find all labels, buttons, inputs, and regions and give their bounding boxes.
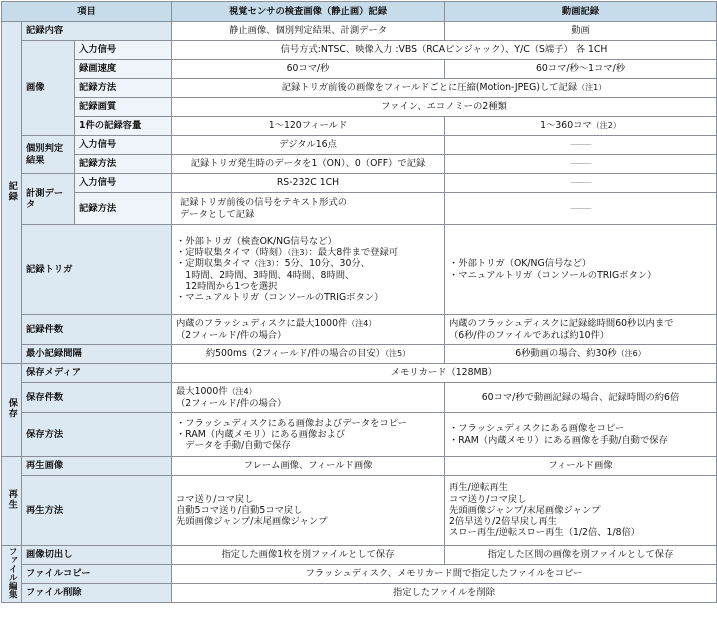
note-6: （注6） — [616, 349, 646, 359]
trigger-still-line-6: 12時間から1つを選択 — [176, 280, 278, 292]
header-still: 視覚センサの検査画像（静止画）記録 — [172, 2, 445, 22]
note-5: （注5） — [385, 349, 411, 359]
label-measure: 計測データ — [22, 174, 75, 225]
header-video: 動画記録 — [445, 2, 717, 22]
image-capacity-video: 1～360コマ（注2） — [445, 117, 717, 136]
content-video: 動画 — [445, 22, 717, 41]
content-still: 静止画像、個別判定結果、計測データ — [172, 22, 445, 41]
measure-method-still: 記録トリガ前後の信号をテキスト形式の データとして記録 — [172, 193, 445, 225]
trigger-still-line-3: ・定期収集タイマ（注3）：5分、10分、30分、 — [176, 258, 370, 270]
row-image-capacity — [2, 117, 717, 136]
label-judge: 個別判定結果 — [22, 136, 75, 174]
label-play-image: 再生画像 — [22, 457, 172, 476]
row-measure-input — [2, 174, 717, 193]
trigger-still-line-1: ・定時収集タイマ（時刻）（注3）：最大8件まで登録可 — [176, 246, 399, 258]
delete-both: 指定したファイルを削除 — [172, 584, 717, 603]
row-save-method — [2, 413, 717, 457]
label-save-method: 保存方法 — [22, 413, 172, 457]
row-trigger — [2, 225, 717, 315]
label-trigger: 記録トリガ — [22, 225, 172, 315]
image-method-both: 記録トリガ前後の画像をフィールドごとに圧縮(Motion-JPEG)して記録（注1） — [172, 79, 717, 98]
count-video: 内蔵のフラッシュディスクに記録総時間60秒以内まで （6秒/件のファイルであれば約10件） — [445, 315, 717, 345]
row-count — [2, 315, 717, 345]
category-file: ファイル編集 — [2, 546, 22, 603]
image-quality-both: ファイン、エコノミーの2種類 — [172, 98, 717, 117]
label-measure-input: 入力信号 — [75, 174, 172, 193]
header-row — [2, 2, 717, 22]
judge-input-video: ―――― — [445, 136, 717, 155]
trigger-video-line-0: ・外部トリガ（OK/NG信号など） — [449, 258, 592, 270]
note-1: （注1） — [577, 83, 607, 93]
label-content: 記録内容 — [22, 22, 172, 41]
label-cut: 画像切出し — [22, 546, 172, 565]
row-image-quality — [2, 98, 717, 117]
row-cut — [2, 546, 717, 565]
count-still: 内蔵のフラッシュディスクに最大1000件（注4） （2フィールド/件の場合） — [172, 315, 445, 345]
note-3b: （注3） — [250, 259, 276, 269]
note-4b: （注4） — [227, 387, 257, 397]
category-save: 保存 — [2, 364, 22, 457]
trigger-video — [445, 225, 717, 315]
copy-both: フラッシュディスク、メモリカード間で指定したファイルをコピー — [172, 565, 717, 584]
trigger-still-line-7: ・マニュアルトリガ（コンソールのTRIGボタン） — [176, 292, 384, 304]
label-image-input: 入力信号 — [75, 41, 172, 60]
label-count: 記録件数 — [22, 315, 172, 345]
interval-video: 6秒動画の場合、約30秒（注6） — [445, 345, 717, 364]
label-save-count: 保存件数 — [22, 383, 172, 413]
judge-input-still: デジタル16点 — [172, 136, 445, 155]
row-save-count — [2, 383, 717, 413]
label-image-speed: 録画速度 — [75, 60, 172, 79]
label-play-method: 再生方法 — [22, 476, 172, 546]
row-play-method — [2, 476, 717, 546]
image-speed-still: 60コマ/秒 — [172, 60, 445, 79]
category-record: 記録 — [2, 22, 22, 364]
row-delete — [2, 584, 717, 603]
image-input-both: 信号方式:NTSC、映像入力 :VBS（RCAピンジャック）、Y/C（S端子） 各 1CH — [172, 41, 717, 60]
measure-input-video: ―――― — [445, 174, 717, 193]
media-both: メモリカード（128MB） — [172, 364, 717, 383]
save-method-still: ・フラッシュディスクにある画像およびデータをコピー ・RAM（内蔵メモリ）にある画像および データを手動/自動で保存 — [172, 413, 445, 457]
measure-method-video: ―――― — [445, 193, 717, 225]
header-item: 項目 — [2, 2, 172, 22]
interval-still: 約500ms（2フィールド/件の場合の目安）（注5） — [172, 345, 445, 364]
row-image-speed — [2, 60, 717, 79]
note-3a: （注3） — [287, 247, 309, 257]
row-play-image — [2, 457, 717, 476]
measure-input-still: RS-232C 1CH — [172, 174, 445, 193]
row-interval — [2, 345, 717, 364]
spec-table — [1, 1, 717, 603]
play-method-video: 再生/逆転再生 コマ送り/コマ戻し 先頭画像ジャンプ/末尾画像ジャンプ 2倍早送り/2倍早戻し再生 スロー再生/逆転スロー再生（1/2倍、1/8倍） — [445, 476, 717, 546]
row-content — [2, 22, 717, 41]
note-2: （注2） — [591, 121, 621, 131]
save-count-video: 60コマ/秒で動画記録の場合、記録時間の約6倍 — [445, 383, 717, 413]
trigger-still-line-0: ・外部トリガ（検査OK/NG信号など） — [176, 235, 337, 247]
judge-method-video: ―――― — [445, 155, 717, 174]
save-count-still: 最大1000件（注4） （2フィールド/件の場合） — [172, 383, 445, 413]
label-measure-method: 記録方法 — [75, 193, 172, 225]
row-image-method — [2, 79, 717, 98]
row-judge-method — [2, 155, 717, 174]
label-image-method: 記録方法 — [75, 79, 172, 98]
label-judge-method: 記録方法 — [75, 155, 172, 174]
row-measure-method — [2, 193, 717, 225]
label-image-capacity: 1件の記録容量 — [75, 117, 172, 136]
row-image-input — [2, 41, 717, 60]
row-copy — [2, 565, 717, 584]
note-4a: （注4） — [347, 319, 377, 329]
row-media — [2, 364, 717, 383]
label-image-quality: 記録画質 — [75, 98, 172, 117]
image-capacity-still: 1～120フィールド — [172, 117, 445, 136]
play-image-still: フレーム画像、フィールド画像 — [172, 457, 445, 476]
row-judge-input — [2, 136, 717, 155]
trigger-video-line-1: ・マニュアルトリガ（コンソールのTRIGボタン） — [449, 269, 657, 281]
trigger-still-line-5: 1時間、2時間、3時間、4時間、8時間、 — [176, 269, 355, 281]
label-copy: ファイルコピー — [22, 565, 172, 584]
label-image: 画像 — [22, 41, 75, 136]
save-method-video: ・フラッシュディスクにある画像をコピー ・RAM（内蔵メモリ）にある画像を手動/自動で保存 — [445, 413, 717, 457]
cut-video: 指定した区間の画像を別ファイルとして保存 — [445, 546, 717, 565]
cut-still: 指定した画像1枚を別ファイルとして保存 — [172, 546, 445, 565]
category-play: 再生 — [2, 457, 22, 546]
label-interval: 最小記録間隔 — [22, 345, 172, 364]
label-judge-input: 入力信号 — [75, 136, 172, 155]
image-speed-video: 60コマ/秒～1コマ/秒 — [445, 60, 717, 79]
label-media: 保存メディア — [22, 364, 172, 383]
trigger-still — [172, 225, 445, 315]
play-image-video: フィールド画像 — [445, 457, 717, 476]
play-method-still: コマ送り/コマ戻し 自動5コマ送り/自動5コマ戻し 先頭画像ジャンプ/末尾画像ジャンプ — [172, 476, 445, 546]
label-delete: ファイル削除 — [22, 584, 172, 603]
judge-method-still: 記録トリガ発生時のデータを1（ON）、0（OFF）で記録 — [172, 155, 445, 174]
